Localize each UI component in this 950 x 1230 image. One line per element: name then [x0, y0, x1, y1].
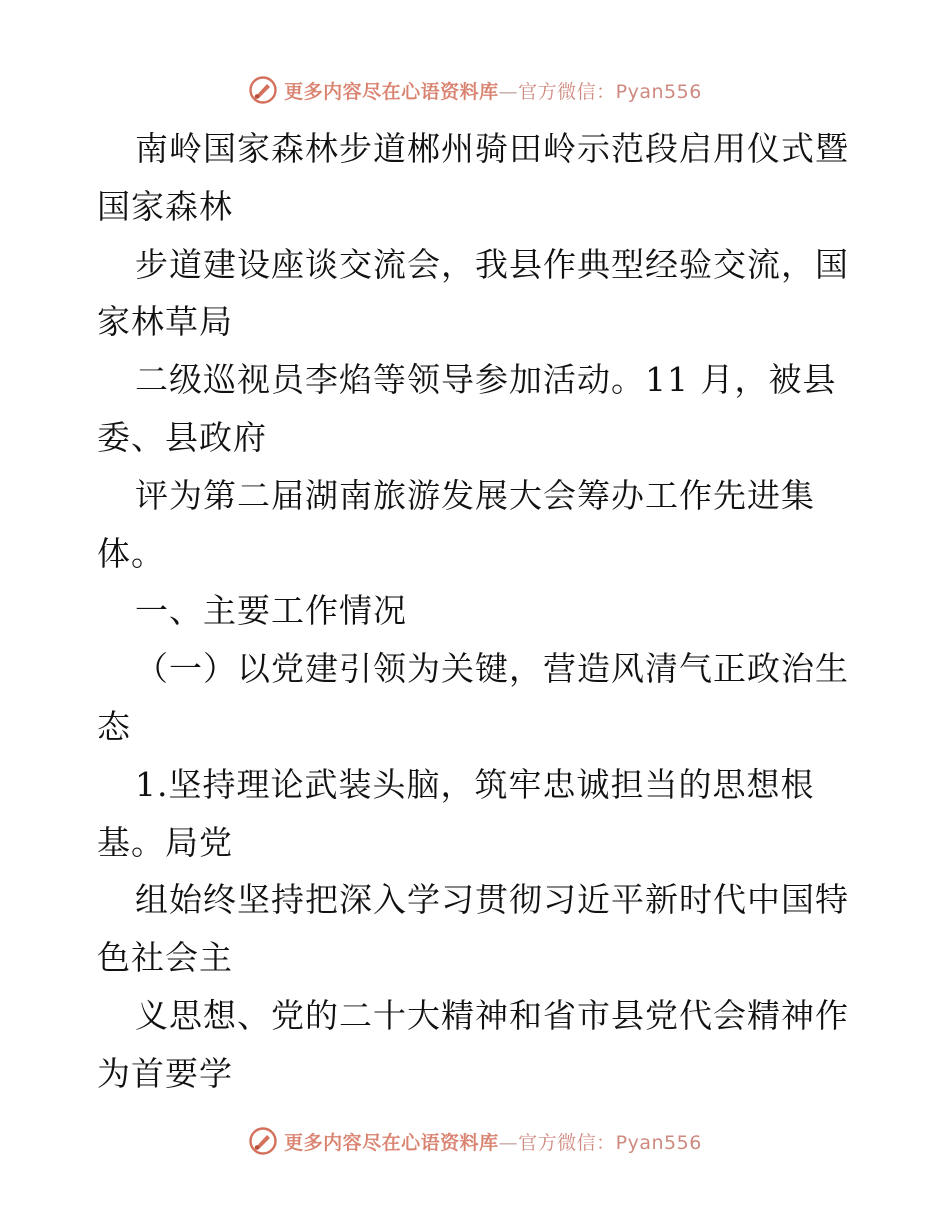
text-line: 家林草局: [97, 302, 233, 342]
text-line: 义思想、党的二十大精神和省市县党代会精神作: [135, 995, 849, 1035]
footer-watermark: [0, 1121, 950, 1161]
header-watermark: [0, 70, 950, 110]
watermark-separator: —: [498, 1131, 519, 1154]
text-line: 步道建设座谈交流会，我县作典型经验交流，国: [135, 244, 849, 284]
watermark-separator: —: [498, 80, 519, 103]
watermark-main-text: 更多内容尽在心语资料库: [284, 1131, 499, 1154]
watermark-main-text: 更多内容尽在心语资料库: [284, 80, 499, 103]
section-heading: 一、主要工作情况: [135, 591, 407, 631]
brush-logo-icon: [248, 1126, 278, 1156]
text-line: 态: [97, 706, 131, 746]
text-line: 色社会主: [97, 938, 233, 978]
text-line: 二级巡视员李焰等领导参加活动。11 月，被县: [135, 360, 837, 400]
text-line: 国家森林: [97, 186, 233, 226]
brush-logo-icon: [248, 75, 278, 105]
text-line: 委、县政府: [97, 417, 267, 457]
watermark-sub-text: 官方微信：Pyan556: [518, 80, 702, 103]
text-line: 为首要学: [97, 1053, 233, 1093]
text-line: 体。: [97, 533, 165, 573]
document-body: [97, 120, 857, 1103]
text-line: 基。局党: [97, 822, 233, 862]
text-line: 南岭国家森林步道郴州骑田岭示范段启用仪式暨: [135, 129, 849, 168]
subsection-heading: （一）以党建引领为关键，营造风清气正政治生: [135, 649, 849, 689]
text-line: 评为第二届湖南旅游发展大会筹办工作先进集: [135, 475, 815, 515]
text-line: 组始终坚持把深入学习贯彻习近平新时代中国特: [135, 880, 849, 920]
watermark-sub-text: 官方微信：Pyan556: [518, 1131, 702, 1154]
text-line: 1.坚持理论武装头脑，筑牢忠诚担当的思想根: [135, 764, 815, 804]
